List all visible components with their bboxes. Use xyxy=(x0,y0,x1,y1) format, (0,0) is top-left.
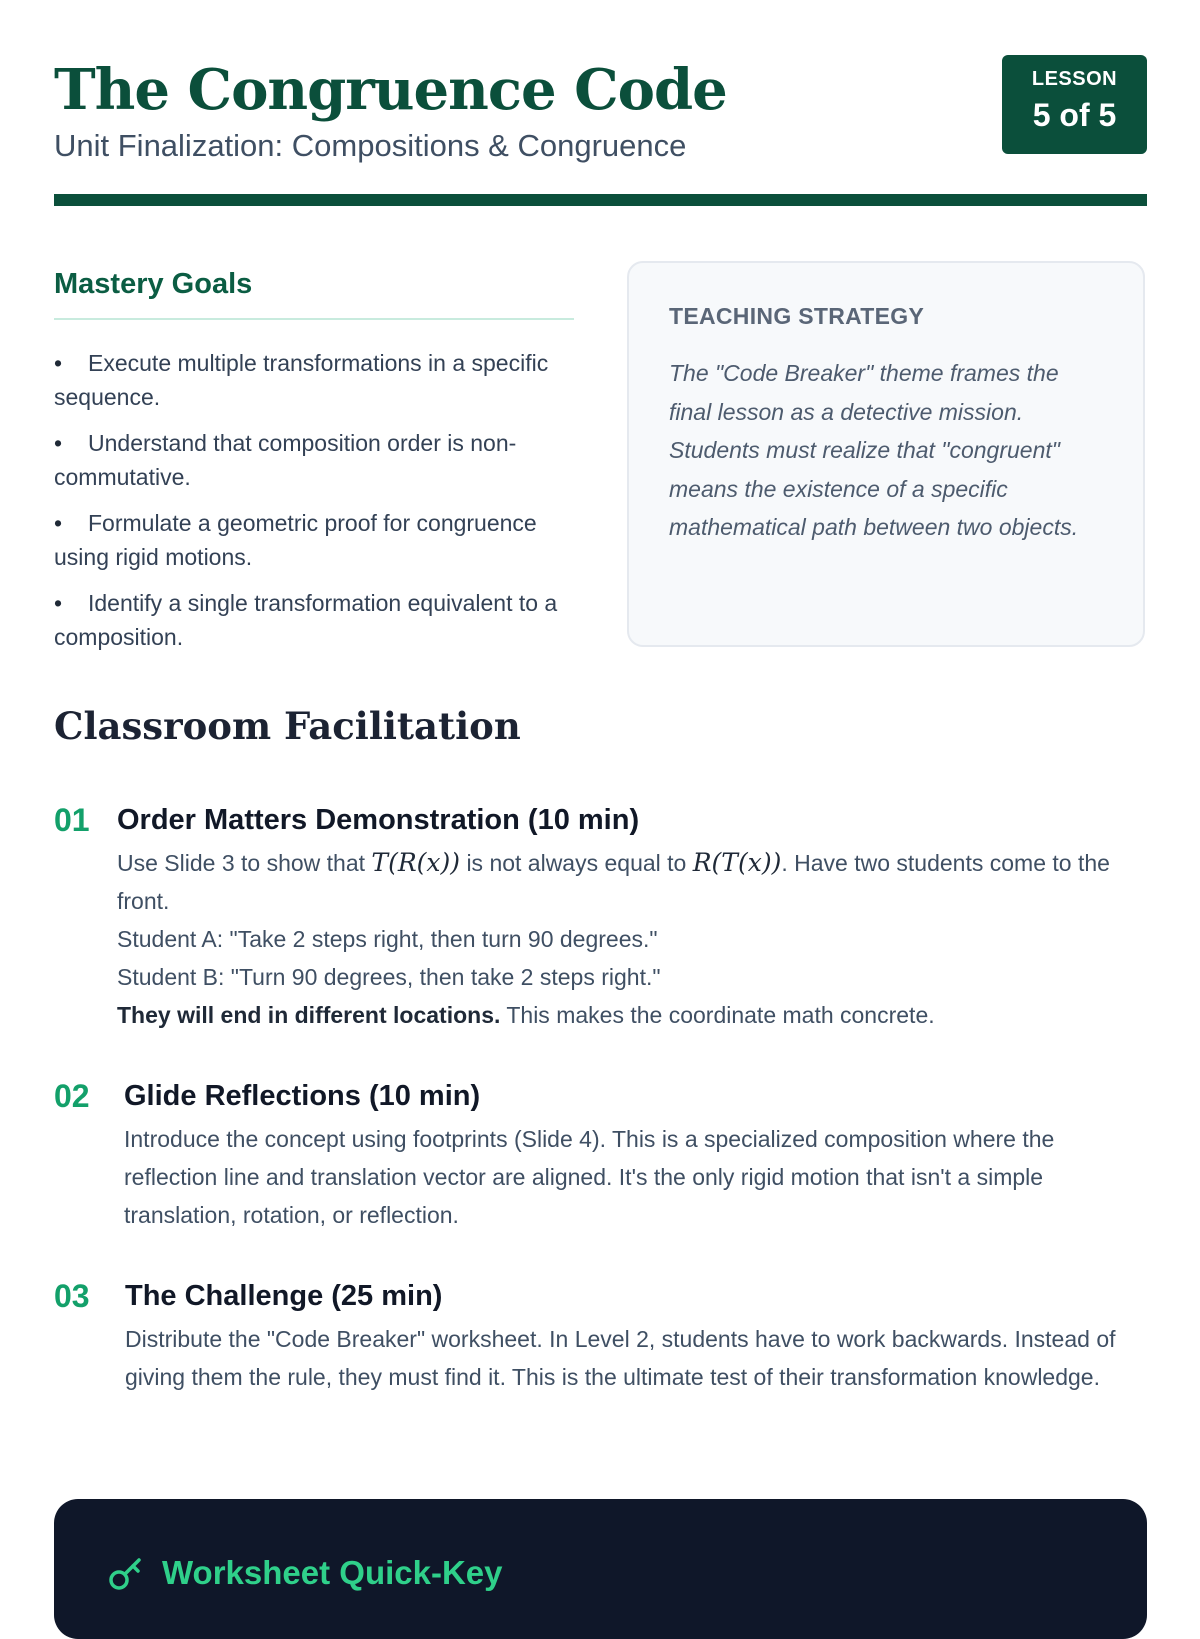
goals-list xyxy=(54,346,574,654)
goal-item xyxy=(54,586,574,654)
step-text: Distribute the "Code Breaker" worksheet. In Level 2, students have to work backwards. Instead of giving them the rule, they must find it. This is the ultimate test of their transformation knowledge. xyxy=(125,1326,1116,1390)
header-divider xyxy=(54,194,1147,206)
math-expression: R(T(x)) xyxy=(692,848,782,877)
page-title: The Congruence Code xyxy=(54,57,727,123)
facilitation-heading: Classroom Facilitation xyxy=(54,704,521,748)
step-number: 03 xyxy=(54,1278,90,1314)
step-text xyxy=(117,844,1147,1034)
teaching-strategy-text: The "Code Breaker" theme frames the final lesson as a detective mission. Students must realize that "congruent" means the existence of a specific mathematical path between two objects. xyxy=(669,360,1079,540)
goal-item xyxy=(54,426,574,494)
mastery-goals xyxy=(54,264,574,666)
step-text-part: is not always equal to xyxy=(466,850,687,876)
goal-item xyxy=(54,506,574,574)
goal-text: Execute multiple transformations in a specific sequence. xyxy=(54,350,549,410)
goal-item xyxy=(54,346,574,414)
goal-text: Understand that composition order is non-commutative. xyxy=(54,430,517,490)
lesson-label: LESSON xyxy=(1031,68,1118,90)
step-text: Introduce the concept using footprints (Slide 4). This is a specialized composition where the reflection line and translation vector are aligned. It's the only rigid motion that isn't a simple translation, rotation, or reflection. xyxy=(124,1126,1055,1228)
bullet-icon: • xyxy=(54,510,63,536)
step-number: 01 xyxy=(54,802,90,838)
step-title: The Challenge (25 min) xyxy=(125,1280,443,1312)
teaching-strategy-title: TEACHING STRATEGY xyxy=(669,303,925,329)
goals-divider xyxy=(54,318,574,320)
bullet-icon: • xyxy=(54,430,63,456)
step-text-part: . Have two students come to the front. xyxy=(117,850,1110,914)
step-number: 02 xyxy=(54,1078,90,1114)
step-title: Order Matters Demonstration (10 min) xyxy=(117,804,640,836)
lesson-number: 5 of 5 xyxy=(1032,97,1117,133)
teaching-strategy-card xyxy=(627,261,1145,647)
step-text-line: Student A: "Take 2 steps right, then turn 90 degrees." xyxy=(117,926,658,952)
key-icon xyxy=(108,1555,144,1591)
goal-text: Formulate a geometric proof for congruence using rigid motions. xyxy=(54,510,537,570)
step-title: Glide Reflections (10 min) xyxy=(124,1080,481,1112)
step-text-part: This makes the coordinate math concrete. xyxy=(506,1002,935,1028)
lesson-header xyxy=(54,55,1147,165)
quick-key-title: Worksheet Quick-Key xyxy=(162,1554,503,1591)
lesson-badge xyxy=(1002,55,1147,154)
step-body xyxy=(124,1076,1147,1234)
math-expression: T(R(x)) xyxy=(371,848,461,877)
step-body xyxy=(125,1276,1147,1396)
lesson-page xyxy=(54,0,1147,1600)
step-text-line: Student B: "Turn 90 degrees, then take 2 steps right." xyxy=(117,964,661,990)
goal-text: Identify a single transformation equivalent to a composition. xyxy=(54,590,558,650)
step-emphasis: They will end in different locations. xyxy=(117,1002,501,1028)
worksheet-quick-key-panel xyxy=(54,1499,1147,1639)
page-subtitle: Unit Finalization: Compositions & Congruence xyxy=(54,128,687,163)
bullet-icon: • xyxy=(54,350,63,376)
mastery-goals-heading: Mastery Goals xyxy=(54,268,253,300)
bullet-icon: • xyxy=(54,590,63,616)
step-body xyxy=(117,800,1147,1034)
step-text-part: Use Slide 3 to show that xyxy=(117,850,366,876)
